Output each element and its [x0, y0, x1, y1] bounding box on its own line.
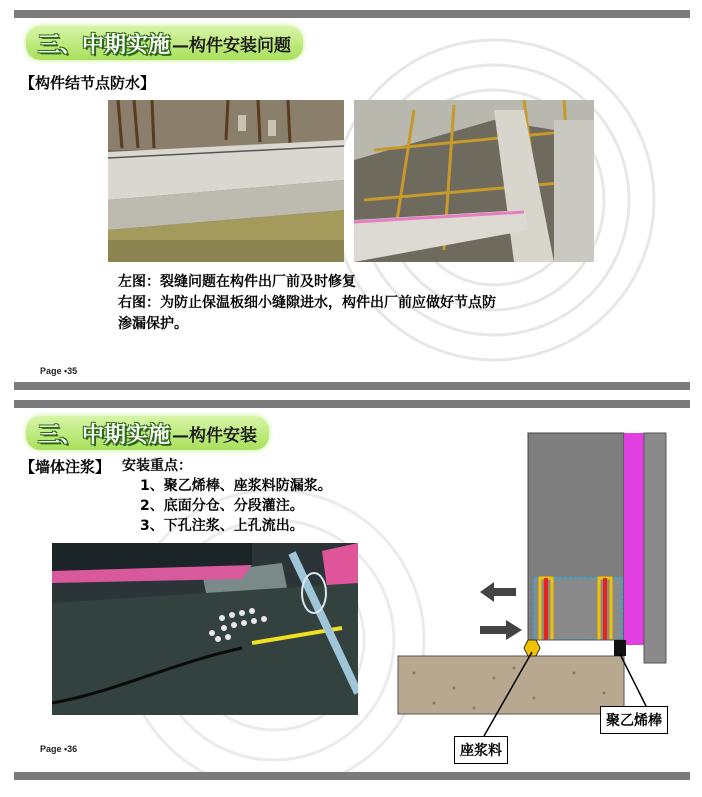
photo-crack-repair	[108, 100, 344, 262]
insulation-layer	[624, 433, 644, 645]
rebar-left	[544, 578, 548, 648]
label-mortar: 座浆料	[454, 736, 508, 764]
install-steps	[122, 456, 332, 536]
photo-caption	[118, 272, 496, 335]
slide-title	[26, 416, 269, 450]
rebar-right	[603, 578, 607, 648]
steps-heading: 安装重点：	[122, 458, 192, 474]
title-main: 三、中期实施	[38, 422, 171, 448]
step-item: 2、底面分仓、分段灌注。	[140, 498, 304, 514]
page-number: Page •35	[40, 366, 78, 376]
caption-line: 左图：裂缝问题在构件出厂前及时修复	[118, 274, 356, 290]
photo-joint-protection	[354, 100, 594, 262]
slide-top-bar	[14, 400, 690, 408]
caption-line: 右图：为防止保温板细小缝隙进水，构件出厂前应做好节点防	[118, 295, 496, 311]
slide-title	[26, 26, 303, 60]
slide-bottom-bar	[14, 382, 690, 390]
slide-top-bar	[14, 10, 690, 18]
section-heading: 【构件结节点防水】	[20, 74, 156, 92]
title-main: 三、中期实施	[38, 32, 171, 58]
slide-36	[14, 400, 690, 780]
label-pe-rod: 聚乙烯棒	[600, 706, 668, 734]
step-item: 3、下孔注浆、上孔流出。	[140, 518, 304, 534]
pe-rod	[614, 640, 626, 656]
caption-line: 渗漏保护。	[118, 316, 188, 332]
mortar-seal	[524, 640, 540, 656]
slide-35	[14, 10, 690, 390]
grouting-render	[52, 543, 358, 715]
slide-bottom-bar	[14, 772, 690, 780]
title-sub: —构件安装问题	[172, 35, 292, 56]
section-heading: 【墙体注浆】	[20, 458, 111, 476]
step-item: 1、聚乙烯棒、座浆料防漏浆。	[140, 478, 332, 494]
page-number: Page •36	[40, 744, 78, 754]
title-sub: —构件安装	[172, 425, 258, 446]
